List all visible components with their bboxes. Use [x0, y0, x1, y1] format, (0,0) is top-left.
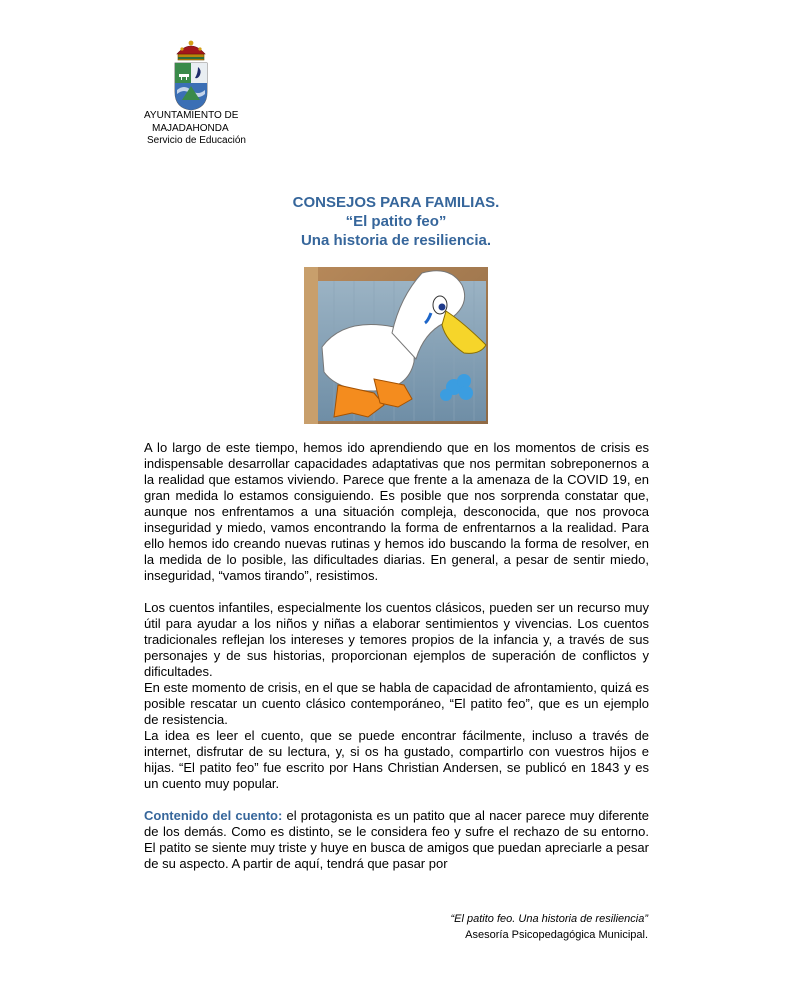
body-paragraph-5 [144, 808, 649, 872]
body-paragraph-4: La idea es leer el cuento, que se puede encontrar fácilmente, incluso a través de internet, disfrutar de su lectura, y, si os ha gustado, compartirlo con vuestros hijos e hijas. “El patito feo” fue escrito por Hans Christian Andersen, se publicó en 1843 y es un cuento muy popular. [144, 728, 649, 791]
organization-block [144, 110, 246, 148]
page-footer [451, 911, 648, 943]
body-paragraph-2: Los cuentos infantiles, especialmente los cuentos clásicos, pueden ser un recurso muy útil para ayudar a los niños y niñas a elaborar sentimientos y vivencias. Los cuentos tradicionales reflejan los intereses y temores propios de la infancia y, a través de sus personajes y de sus historias, proporcionan ejemplos de superación de conflictos y dificultades. [144, 600, 649, 679]
ugly-duckling-photo [304, 267, 488, 424]
municipal-crest-logo [170, 40, 212, 112]
footer-department: Asesoría Psicopedagógica Municipal. [465, 929, 648, 941]
title-line-3: Una historia de resiliencia. [300, 232, 492, 249]
document-body [144, 440, 649, 872]
document-title [0, 193, 792, 250]
org-department: Servicio de Educación [147, 135, 246, 146]
story-content-heading: Contenido del cuento: [144, 808, 283, 823]
body-paragraph-3: En este momento de crisis, en el que se habla de capacidad de afrontamiento, quizá es posible rescatar un cuento clásico contemporáneo, “El patito feo”, que es un ejemplo de resistencia. [144, 680, 649, 727]
story-content-text: el protagonista es un patito que al nacer parece muy diferente de los demás. Como es distinto, se le considera feo y sufre el rechazo de su entorno. El patito se siente muy triste y huye en busca de amigos que puedan apreciarle a pesar de su aspecto. A partir de aquí, tendrá que pasar por [144, 808, 649, 871]
title-line-1: CONSEJOS PARA FAMILIAS. [292, 194, 500, 211]
body-paragraph-1: A lo largo de este tiempo, hemos ido aprendiendo que en los momentos de crisis es indispensable desarrollar capacidades adaptativas que nos permitan sobreponernos a la realidad que estamos viviendo. Parece que frente a la amenaza de la COVID 19, en gran medida lo estamos consiguiendo. Es posible que nos sorprenda constatar que, aunque nos enfrentamos a una situación compleja, desconocida, que nos provoca inseguridad y miedo, vamos encontrando la forma de enfrentarnos a la realidad. Para ello hemos ido creando nuevas rutinas y hemos ido buscando la forma de resolver, en la medida de lo posible, las dificultades diarias. En general, a pesar de sentir miedo, inseguridad, “vamos tirando”, resistimos. [144, 440, 649, 583]
org-name-line-1: AYUNTAMIENTO DE [144, 110, 239, 121]
footer-document-title: “El patito feo. Una historia de resiliencia” [450, 913, 648, 925]
org-name-line-2: MAJADAHONDA [152, 122, 229, 134]
title-line-2: “El patito feo” [345, 213, 447, 230]
